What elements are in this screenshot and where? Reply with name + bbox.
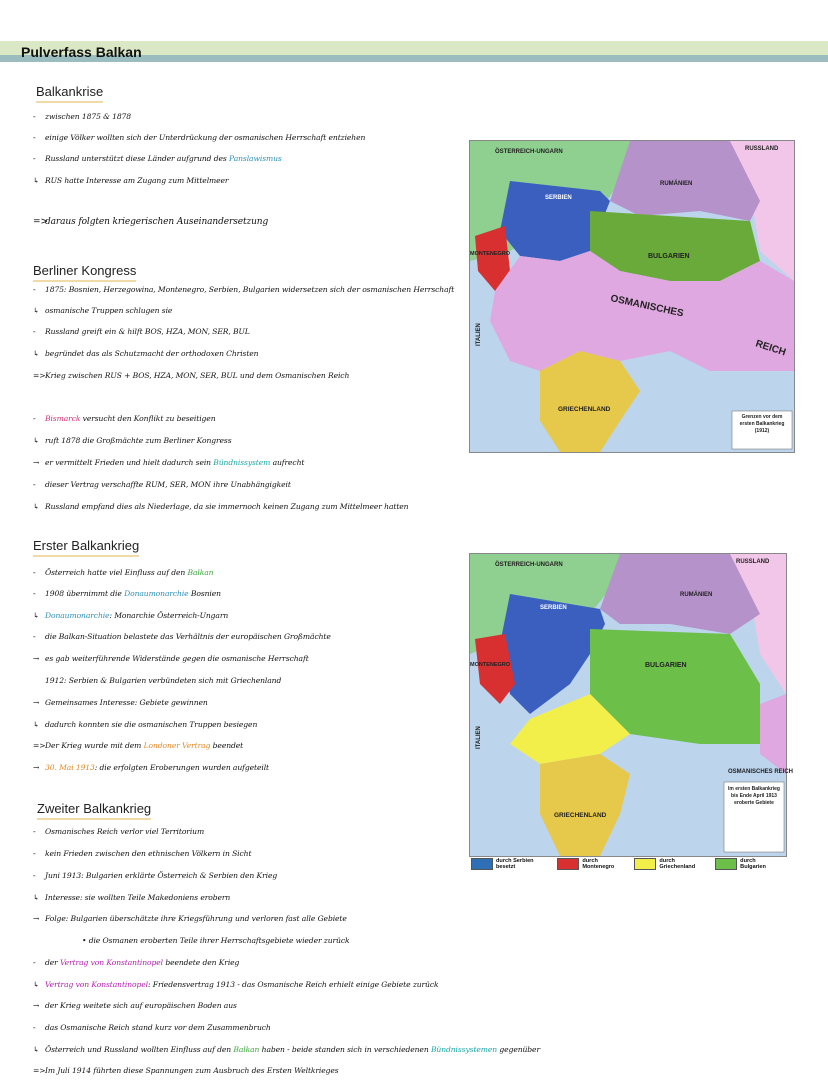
note-line (33, 133, 365, 142)
note-line (33, 741, 243, 750)
bullet-marker: - (33, 632, 36, 641)
note-line (33, 698, 208, 707)
note-text: Osmanisches Reich verlor viel Territorium (45, 827, 205, 836)
note-line (33, 914, 347, 923)
note-text: : die erfolgten Eroberungen wurden aufgeteilt (94, 763, 269, 772)
map1-label-ottoman2: REICH (754, 338, 788, 359)
bullet-marker: - (33, 112, 36, 121)
bullet-marker: - (33, 568, 36, 577)
note-line (33, 958, 239, 967)
map2-label-austria: ÖSTERREICH-UNGARN (495, 562, 563, 568)
note-line (33, 217, 268, 227)
bullet-marker: - (33, 871, 36, 880)
highlight-term: Bündnissystemen (430, 1045, 498, 1054)
bullet-marker: → (33, 654, 40, 663)
legend-label-montenegro: durch Montenegro (582, 858, 615, 870)
bullet-marker: - (33, 849, 36, 858)
note-text: Im Juli 1914 führten diese Spannungen zum Ausbruch des Ersten Weltkrieges (45, 1066, 339, 1075)
note-line (33, 827, 204, 836)
map1-label-austria: ÖSTERREICH-UNGARN (495, 149, 563, 155)
note-line (33, 589, 221, 598)
note-line (33, 480, 291, 489)
note-text: 1908 übernimmt die (45, 589, 125, 598)
note-line (33, 1066, 339, 1075)
note-text: Österreich und Russland wollten Einfluss auf den (45, 1045, 234, 1054)
highlight-term: Balkan (233, 1045, 260, 1054)
note-text: RUS hatte Interesse am Zugang zum Mittelmeer (45, 176, 229, 185)
note-line (33, 980, 438, 989)
map1-caption-3: (1912) (754, 428, 770, 434)
bullet-marker: => (33, 217, 48, 227)
note-text: beendet (210, 741, 244, 750)
note-text: ruft 1878 die Großmächte zum Berliner Kongress (45, 436, 232, 445)
map1-label-bulgaria: BULGARIEN (648, 253, 690, 260)
note-line (70, 936, 349, 945)
note-line (33, 112, 131, 121)
bullet-marker: ↳ (33, 306, 40, 315)
legend-label-serbien: durch Serbien besetzt (495, 858, 534, 870)
bullet-marker: - (33, 414, 36, 423)
bullet-marker: → (33, 458, 40, 467)
note-text: aufrecht (270, 458, 305, 467)
bullet-marker: - (33, 133, 36, 142)
map2-caption-1: Im ersten Balkankrieg (728, 786, 780, 792)
bullet-marker: ↳ (33, 1045, 40, 1054)
map1-label-ottoman1: OSMANISCHES (609, 293, 685, 320)
map2-label-serbia: SERBIEN (540, 605, 567, 611)
note-text: Folge: Bulgarien überschätzte ihre Kriegsführung und verloren fast alle Gebiete (45, 914, 347, 923)
bullet-marker: => (33, 741, 46, 750)
legend-label-griechenland: durch Griechenland (659, 858, 696, 870)
note-text: Interesse: sie wollten Teile Makedoniens erobern (45, 893, 231, 902)
legend-swatch-bulgarien (715, 858, 737, 870)
note-text: Bosnien (188, 589, 221, 598)
highlight-term: Vertrag von Konstantinopel (60, 958, 163, 967)
bullet-marker: ↳ (33, 176, 40, 185)
map2-label-montenegro: MONTENEGRO (470, 662, 511, 668)
note-line (33, 349, 258, 358)
note-line (33, 285, 454, 294)
note-line (33, 327, 250, 336)
map2-label-greece: GRIECHENLAND (554, 812, 607, 819)
bullet-marker: - (33, 327, 36, 336)
map-balkan-1913 (469, 553, 794, 857)
note-line (33, 1045, 540, 1054)
note-text: die Balkan-Situation belastete das Verhältnis der europäischen Großmächte (45, 632, 331, 641)
note-text: einige Völker wollten sich der Unterdrückung der osmanischen Herrschaft entziehen (45, 133, 366, 142)
note-text: das Osmanische Reich stand kurz vor dem Zusammenbruch (45, 1023, 271, 1032)
highlight-term: Balkan (187, 568, 214, 577)
bullet-marker: - (33, 589, 36, 598)
note-text: er vermittelt Frieden und hielt dadurch sein (45, 458, 214, 467)
note-text: beendete den Krieg (163, 958, 240, 967)
bullet-marker: - (33, 154, 36, 163)
note-line (33, 154, 282, 163)
note-line (33, 871, 277, 880)
note-text: Juni 1913: Bulgarien erklärte Österreich & Serbien den Krieg (45, 871, 278, 880)
note-text: Österreich hatte viel Einfluss auf den (45, 568, 188, 577)
bullet-marker: ↳ (33, 349, 40, 358)
highlight-term: Donaumonarchie (45, 611, 110, 620)
highlight-term: Panslawismus (229, 154, 282, 163)
note-text: 1912: Serbien & Bulgarien verbündeten sich mit Griechenland (45, 676, 282, 685)
map1-label-russia: RUSSLAND (745, 146, 779, 152)
heading-berliner-kongress: Berliner Kongress (33, 263, 136, 282)
map2-label-bulgaria: BULGARIEN (645, 662, 687, 669)
note-line (33, 632, 331, 641)
map1-label-romania: RUMÄNIEN (660, 181, 693, 187)
note-text: der (45, 958, 60, 967)
note-text: osmanische Truppen schlugen sie (45, 306, 173, 315)
note-text: es gab weiterführende Widerstände gegen die osmanische Herrschaft (45, 654, 309, 663)
map1-caption-2: ersten Balkankrieg (739, 421, 785, 427)
highlight-term: Bündnissystem (213, 458, 271, 467)
page-title: Pulverfass Balkan (21, 44, 142, 60)
note-text: dadurch konnten sie die osmanischen Truppen besiegen (45, 720, 258, 729)
note-line (33, 414, 216, 423)
note-text: daraus folgten kriegerischen Auseinandersetzung (45, 217, 269, 227)
note-text: Russland greift ein & hilft BOS, HZA, MON, SER, BUL (45, 327, 250, 336)
bullet-marker: - (33, 285, 36, 294)
note-text: Gemeinsames Interesse: Gebiete gewinnen (45, 698, 208, 707)
bullet-marker: ↳ (33, 611, 40, 620)
map2-label-romania: RUMÄNIEN (680, 592, 713, 598)
note-text: haben - beide standen sich in verschiedenen (259, 1045, 431, 1054)
legend-item-serbien (471, 858, 554, 870)
highlight-term: Londoner Vertrag (143, 741, 211, 750)
map1-label-greece: GRIECHENLAND (558, 406, 611, 413)
bullet-marker: => (33, 1066, 46, 1075)
note-line (33, 1001, 237, 1010)
map1-label-italy: ITALIEN (476, 323, 482, 346)
map1-caption-1: Grenzen vor dem (741, 414, 783, 420)
note-line (33, 893, 230, 902)
legend-swatch-serbien (471, 858, 493, 870)
map1-label-montenegro: MONTENEGRO (470, 251, 511, 257)
bullet-marker: => (33, 371, 46, 380)
bullet-marker: - (33, 827, 36, 836)
map2-label-russia: RUSSLAND (736, 559, 770, 565)
bullet-marker: ↳ (33, 720, 40, 729)
legend-swatch-montenegro (557, 858, 579, 870)
note-line (33, 654, 309, 663)
note-line (33, 436, 232, 445)
note-line (33, 763, 269, 772)
note-text: • die Osmanen eroberten Teile ihrer Herrschaftsgebiete wieder zurück (82, 936, 350, 945)
highlight-term: Vertrag von Konstantinopel (45, 980, 148, 989)
note-text: Der Krieg wurde mit dem (45, 741, 144, 750)
map2-legend (471, 858, 783, 870)
note-text: 1875: Bosnien, Herzegowina, Montenegro, Serbien, Bulgarien widersetzen sich der osmanischen Herrschaft (45, 285, 455, 294)
bullet-marker: ↳ (33, 436, 40, 445)
legend-item-montenegro (557, 858, 631, 870)
bullet-marker: → (33, 698, 40, 707)
note-line (33, 720, 257, 729)
legend-label-bulgarien: durch Bulgarien (740, 858, 766, 870)
map2-caption-3: eroberte Gebiete (734, 800, 774, 806)
legend-item-bulgarien (715, 858, 783, 870)
note-line (33, 1023, 271, 1032)
note-line (33, 568, 213, 577)
map2-label-italy: ITALIEN (476, 726, 482, 749)
legend-swatch-griechenland (634, 858, 656, 870)
heading-balkankrise: Balkankrise (36, 84, 103, 103)
note-text: versucht den Konflikt zu beseitigen (80, 414, 216, 423)
map1-label-serbia: SERBIEN (545, 195, 572, 201)
bullet-marker: → (33, 1001, 40, 1010)
bullet-marker: ↳ (33, 980, 40, 989)
heading-erster-balkankrieg: Erster Balkankrieg (33, 538, 139, 557)
bullet-marker: ↳ (33, 502, 40, 511)
note-line (33, 676, 281, 685)
bullet-marker: → (33, 763, 40, 772)
note-line (33, 371, 349, 380)
heading-zweiter-balkankrieg: Zweiter Balkankrieg (37, 801, 151, 820)
bullet-marker: ↳ (33, 893, 40, 902)
note-text: : Monarchie Österreich-Ungarn (109, 611, 229, 620)
bullet-marker: → (33, 914, 40, 923)
note-text: der Krieg weitete sich auf europäischen Boden aus (45, 1001, 237, 1010)
note-line (33, 502, 408, 511)
note-text: Russland empfand dies als Niederlage, da sie immernoch keinen Zugang zum Mittelmeer hatten (45, 502, 409, 511)
note-line (33, 849, 251, 858)
note-text: dieser Vertrag verschaffte RUM, SER, MON ihre Unabhängigkeit (45, 480, 291, 489)
map2-caption-2: bis Ende April 1913 (731, 793, 777, 799)
note-line (33, 458, 304, 467)
note-line (33, 611, 228, 620)
note-text: kein Frieden zwischen den ethnischen Völkern in Sicht (45, 849, 252, 858)
note-line (33, 306, 172, 315)
highlight-term: Donaumonarchie (124, 589, 189, 598)
map2-label-ottoman: OSMANISCHES REICH (728, 769, 794, 775)
bullet-marker: - (33, 480, 36, 489)
bullet-marker: - (33, 1023, 36, 1032)
note-text: begründet das als Schutzmacht der orthodoxen Christen (45, 349, 259, 358)
legend-item-griechenland (634, 858, 712, 870)
note-text: gegenüber (497, 1045, 540, 1054)
note-line (33, 176, 228, 185)
highlight-term: 30. Mai 1913 (45, 763, 95, 772)
note-text: : Friedensvertrag 1913 - das Osmanische Reich erhielt einige Gebiete zurück (148, 980, 439, 989)
note-text: zwischen 1875 & 1878 (45, 112, 132, 121)
map-balkan-1912 (469, 140, 795, 453)
bullet-marker: - (33, 958, 36, 967)
note-text: Krieg zwischen RUS + BOS, HZA, MON, SER, BUL und dem Osmanischen Reich (45, 371, 350, 380)
note-text: Russland unterstützt diese Länder aufgrund des (45, 154, 230, 163)
highlight-term: Bismarck (45, 414, 81, 423)
